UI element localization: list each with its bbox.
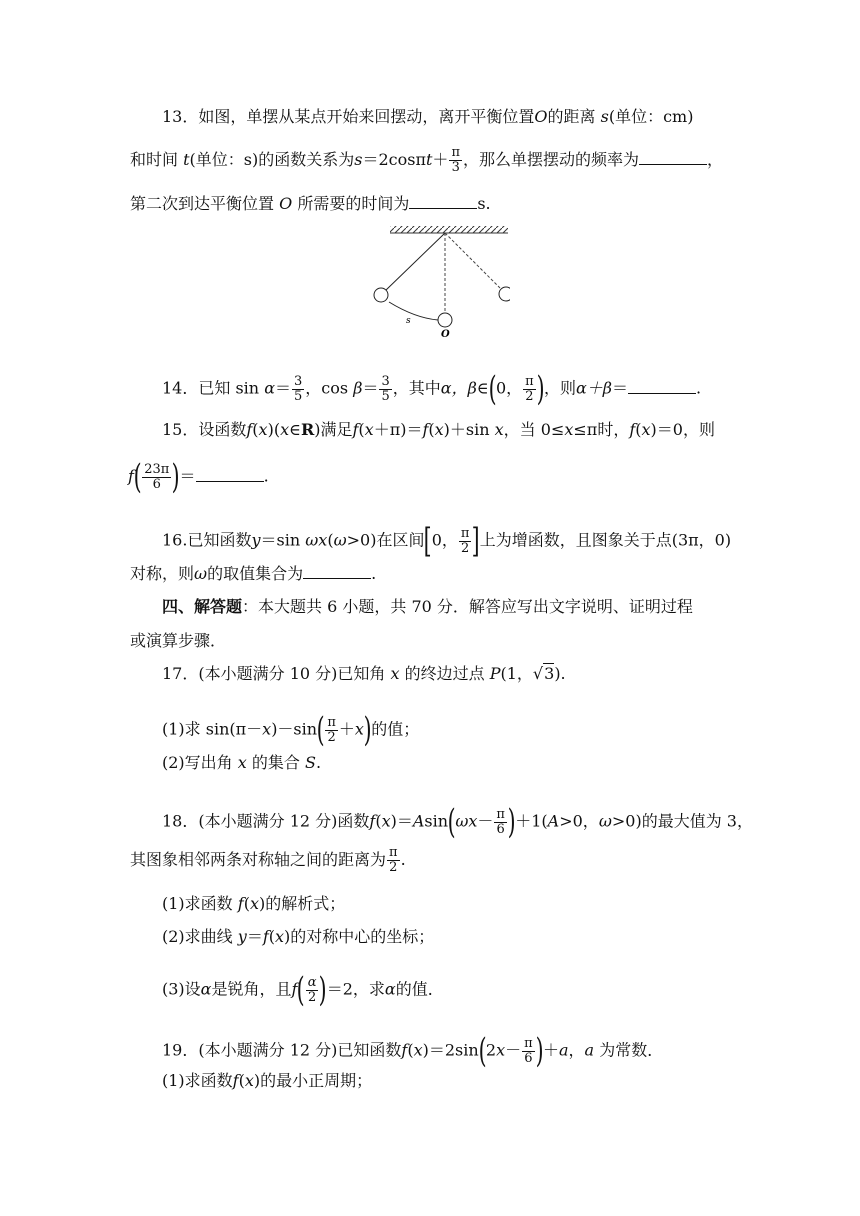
right-bracket: ] [472, 521, 481, 561]
left-paren: ( [316, 710, 325, 750]
var: x [262, 719, 272, 739]
text: (单位：s)的函数关系为 [189, 150, 355, 169]
text: 的距离 [547, 107, 596, 126]
text: ＋1( [515, 811, 548, 831]
text: 13．如图，单摆从某点开始来回摆动，离开平衡位置 [162, 107, 535, 126]
numerator: α [307, 974, 317, 990]
text: ＝2，求 [326, 979, 385, 999]
section-4-header [162, 596, 693, 618]
var: α [200, 979, 212, 999]
text: 上为增函数，且图象关于点(3π，0) [479, 530, 732, 550]
var: S [305, 753, 316, 772]
answer-blank [196, 467, 264, 482]
text: 2 [485, 1040, 497, 1060]
left-paren: ( [447, 802, 456, 842]
text: )的解析式； [258, 894, 346, 913]
pendulum-figure [370, 222, 510, 342]
left-paren: ( [488, 369, 497, 409]
text: 0， [495, 378, 523, 398]
text: (2)写出角 [162, 753, 233, 772]
var: f [422, 420, 429, 439]
text: 是锐角，且 [211, 979, 292, 999]
left-paren: ( [478, 1031, 487, 1071]
text: 15．设函数 [162, 420, 247, 439]
q17-part1 [162, 710, 420, 750]
var: x [249, 894, 259, 913]
text: (1)求函数 [162, 894, 233, 913]
denominator: 5 [294, 388, 303, 404]
text: )－sin [271, 719, 318, 739]
numerator: π [389, 845, 398, 860]
label-O: O [441, 329, 450, 340]
text: ( [407, 1040, 414, 1060]
numerator: π [525, 373, 534, 389]
numerator: 3 [381, 373, 390, 389]
text: >0， [559, 811, 599, 831]
var: f [629, 420, 636, 439]
numerator: π [524, 1035, 533, 1051]
var: x [564, 420, 574, 439]
text: 的集合 [251, 753, 300, 772]
q16-line2 [130, 563, 376, 585]
var: ω [598, 811, 612, 831]
var: x [641, 420, 651, 439]
right-paren: ) [536, 369, 545, 409]
q15-line2 [128, 457, 269, 497]
denominator: 6 [494, 822, 507, 837]
q19-part1 [162, 1070, 372, 1092]
var: a [584, 1040, 595, 1060]
text: (2)求曲线 [162, 927, 233, 946]
denominator: 6 [522, 1051, 535, 1066]
fraction [387, 846, 400, 875]
text: ＝ [362, 378, 379, 398]
var: ω [333, 530, 347, 550]
text: 所需要的时间为 [297, 194, 410, 213]
left-paren: ( [133, 457, 142, 497]
var: x [434, 420, 444, 439]
denominator: 2 [523, 389, 536, 404]
text: s. [477, 194, 491, 213]
text: 为常数． [599, 1040, 664, 1060]
q18-part3 [162, 970, 444, 1010]
var: f [352, 420, 359, 439]
text: )＋sin [443, 420, 490, 439]
text: － [477, 811, 494, 831]
text: ≤π时， [573, 420, 630, 439]
fraction [523, 375, 536, 404]
denominator: 5 [381, 388, 390, 404]
var: f [128, 466, 134, 486]
fraction [494, 808, 507, 837]
text: 的终边过点 [404, 664, 485, 683]
text: 或演算步骤． [130, 631, 227, 650]
text: >0)的最大值为 3， [611, 811, 753, 831]
left-paren: ( [297, 970, 306, 1010]
q13-line1 [162, 106, 693, 128]
q17-part2 [162, 752, 321, 774]
text: (1)求函数 [162, 1071, 233, 1090]
text: )＝ [390, 811, 413, 831]
text: 的值； [371, 719, 420, 739]
text: . [696, 378, 702, 398]
numerator: π [460, 525, 470, 541]
var: x [390, 664, 400, 683]
var: x [413, 1040, 423, 1060]
fraction [292, 375, 304, 404]
text: ( [375, 811, 382, 831]
var: x [496, 1040, 506, 1060]
numerator: π [451, 145, 460, 160]
answer-blank [409, 194, 477, 209]
numerator: 23π [144, 461, 170, 477]
var: O [534, 107, 548, 126]
text: ＝ [246, 927, 263, 946]
text: ∈ [289, 420, 301, 439]
fraction [522, 1037, 535, 1066]
text: ，则 [543, 378, 576, 398]
fraction [325, 716, 338, 745]
text: ＋ [432, 150, 449, 169]
text: . [371, 564, 377, 583]
text: (3)设 [162, 979, 201, 999]
text: )满足 [314, 420, 353, 439]
var: f [369, 811, 376, 831]
numerator: π [496, 806, 505, 822]
text: >0)在区间 [346, 530, 425, 550]
left-bracket: [ [424, 521, 433, 561]
text: ＝ [275, 378, 292, 398]
text: ＋ [542, 1040, 559, 1060]
text: ， [568, 1040, 585, 1060]
denominator: 2 [387, 860, 400, 875]
sqrt: √3 [532, 664, 555, 683]
text: ). [554, 664, 566, 683]
text: ( [635, 420, 642, 439]
var: x [244, 1071, 254, 1090]
text: . [315, 753, 322, 772]
text: 14．已知 sin [162, 378, 260, 398]
text: 16.已知函数 [162, 530, 252, 550]
text: ( [358, 420, 365, 439]
var: α [384, 979, 396, 999]
text: ＋π)＝ [373, 420, 423, 439]
text: 其图象相邻两条对称轴之间的距离为 [130, 850, 387, 869]
var: A [547, 811, 560, 831]
text: sin [424, 811, 449, 831]
q16-line1 [162, 521, 732, 561]
bold-R: R [300, 420, 315, 439]
text: 19．(本小题满分 12 分)已知函数 [162, 1040, 402, 1060]
text: 和时间 [130, 150, 179, 169]
q18-part1 [162, 893, 345, 915]
var: x [275, 927, 285, 946]
right-paren: ) [507, 802, 516, 842]
right-paren: ) [363, 710, 372, 750]
answer-blank [639, 150, 707, 165]
text: )的对称中心的坐标； [284, 927, 435, 946]
text: ，那么单摆摆动的频率为 [462, 150, 639, 169]
var: ω [194, 564, 208, 583]
text: )＝0，则 [650, 420, 715, 439]
text: (1)求 sin(π－ [162, 719, 263, 739]
text: )的最小正周期； [253, 1071, 373, 1090]
text: ＝ [612, 378, 629, 398]
text: 的取值集合为 [207, 564, 304, 583]
q18-line1 [162, 802, 753, 842]
text: ∈ [476, 378, 489, 398]
var: A [412, 811, 425, 831]
denominator: 3 [449, 160, 462, 175]
text: ，其中 [392, 378, 441, 398]
pendulum-string [385, 233, 445, 291]
var: f [237, 894, 244, 913]
q13-line2: 和时间 t(单位：s)的函数关系为s＝2cosπt＋ $\frac{\pi}{3}$ ，那么单摆摆动的频率为 ， [130, 145, 724, 175]
text: ( [327, 530, 334, 550]
var: P [489, 664, 501, 683]
text: 18．(本小题满分 12 分)函数 [162, 811, 370, 831]
text: ( [238, 1071, 245, 1090]
text: ( [268, 927, 275, 946]
text: ，cos [305, 378, 349, 398]
q14-line [162, 369, 702, 409]
denominator: 2 [459, 541, 472, 556]
q17-line1 [162, 663, 566, 685]
var: f [401, 1040, 408, 1060]
q18-line2 [130, 846, 406, 875]
text: ：本大题共 6 小题，共 70 分．解答应写出文字说明、证明过程 [242, 597, 693, 616]
var: f [291, 979, 298, 999]
text: ＋ [338, 719, 355, 739]
fraction [449, 146, 462, 175]
var: α＋β [575, 378, 613, 398]
fraction [306, 976, 319, 1005]
var: s [600, 107, 609, 126]
denominator: 2 [306, 990, 319, 1005]
var: a [558, 1040, 569, 1060]
var: t [425, 150, 433, 169]
var: x [258, 420, 268, 439]
text: 对称，则 [130, 564, 195, 583]
var: f [232, 1071, 239, 1090]
text: (单位：cm) [608, 107, 694, 126]
answer-blank [628, 379, 696, 394]
var: ωx [455, 811, 478, 831]
var: f [246, 420, 253, 439]
q15-line1 [162, 419, 715, 441]
text: 的值． [395, 979, 444, 999]
fraction [459, 527, 472, 556]
var: s [354, 150, 363, 169]
q19-line1 [162, 1031, 664, 1071]
bob-right [499, 287, 510, 301]
text: ( [243, 894, 250, 913]
text: (1， [500, 664, 533, 683]
arc-s [389, 302, 438, 320]
var: x [494, 420, 504, 439]
text: ＝sin [260, 530, 301, 550]
bob-bottom [438, 313, 452, 327]
text: ( [428, 420, 435, 439]
numerator: 3 [294, 373, 303, 389]
var: x [237, 753, 247, 772]
text: 第二次到达平衡位置 [130, 194, 275, 213]
var: x [354, 719, 364, 739]
var: f [262, 927, 269, 946]
section-title: 四、解答题 [162, 597, 243, 616]
denominator: 2 [325, 730, 338, 745]
right-paren: ) [171, 457, 180, 497]
text: )＝2sin [422, 1040, 479, 1060]
var: α [264, 378, 275, 398]
text: . [400, 850, 406, 869]
var: t [183, 150, 190, 169]
fraction [379, 375, 391, 404]
right-paren: ) [319, 970, 328, 1010]
text: 0， [431, 530, 458, 550]
text: － [505, 1040, 522, 1060]
right-paren: ) [535, 1031, 544, 1071]
radicand: 3 [544, 664, 555, 683]
text: ，当 0≤ [503, 420, 565, 439]
text: )( [267, 420, 281, 439]
var: α，β [440, 378, 477, 398]
text: ＝2cosπ [362, 150, 426, 169]
ceiling [390, 226, 508, 233]
text: . [263, 466, 269, 486]
numerator: π [327, 714, 336, 730]
var: x [364, 420, 374, 439]
right-dashed-line [445, 233, 500, 288]
text: 17．(本小题满分 10 分)已知角 [162, 664, 386, 683]
var: y [251, 530, 261, 550]
section-4-line2 [130, 630, 226, 652]
var: x [381, 811, 391, 831]
var: β [353, 378, 363, 398]
q18-part2 [162, 926, 434, 948]
bob-left [374, 288, 388, 302]
q13-line3 [130, 193, 491, 215]
answer-blank [303, 564, 371, 579]
denominator: 6 [142, 477, 171, 492]
var: ωx [305, 530, 328, 550]
fraction [142, 463, 171, 492]
var: y [237, 927, 247, 946]
text: ( [252, 420, 259, 439]
var: O [279, 194, 293, 213]
var: x [280, 420, 290, 439]
text: ＝ [179, 466, 196, 486]
label-s: s [406, 316, 411, 326]
